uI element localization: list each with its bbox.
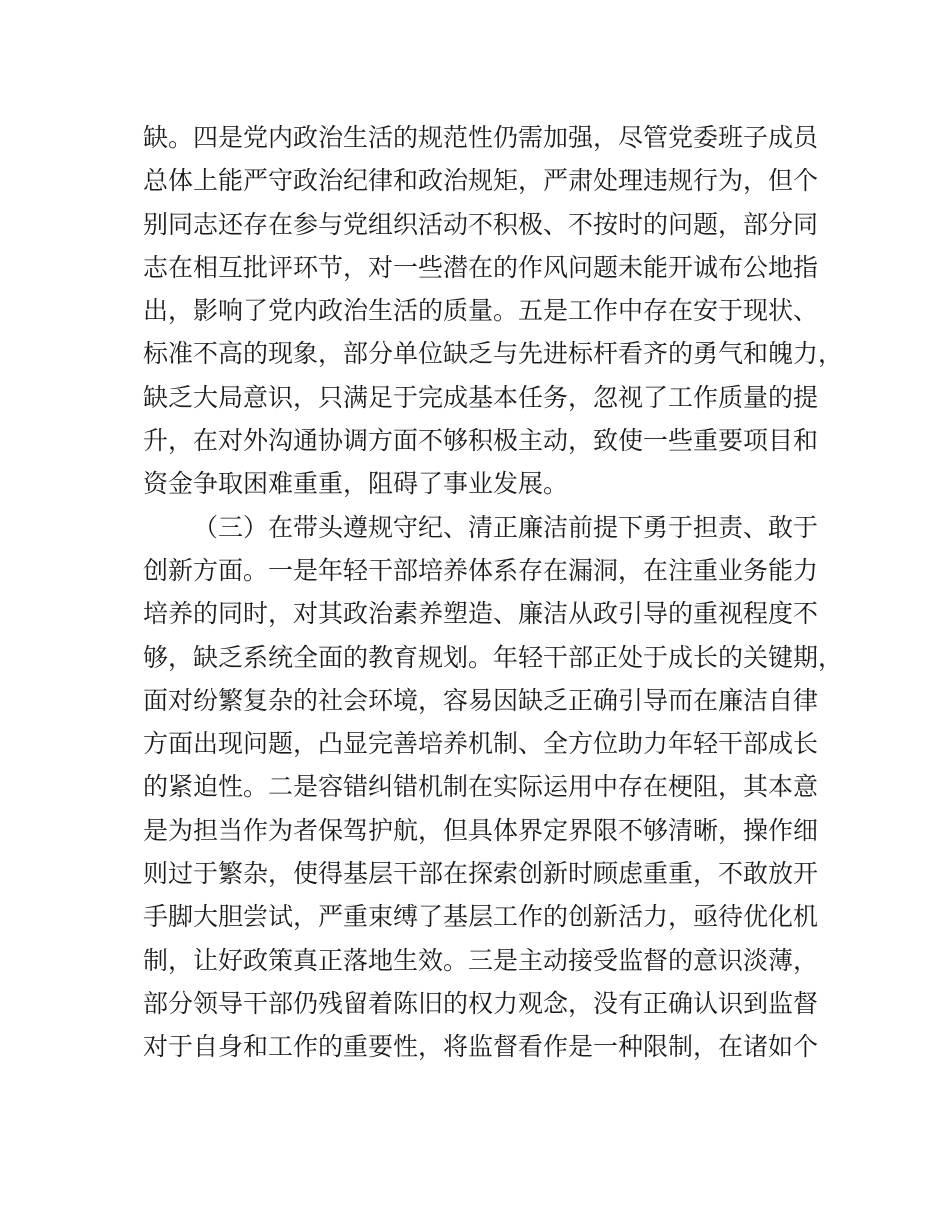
text-line: 制，让好政策真正落地生效。三是主动接受监督的意识淡薄， xyxy=(143,945,819,975)
text-line: 的紧迫性。二是容错纠错机制在实际运用中存在梗阻，其本意 xyxy=(143,772,819,802)
text-line: 志在相互批评环节，对一些潜在的作风问题未能开诚布公地指 xyxy=(143,252,819,282)
text-line: 资金争取困难重重，阻碍了事业发展。 xyxy=(143,469,569,499)
text-line: 手脚大胆尝试，严重束缚了基层工作的创新活力，亟待优化机 xyxy=(143,902,819,932)
text-line: 出，影响了党内政治生活的质量。五是工作中存在安于现状、 xyxy=(143,296,819,326)
text-line: 别同志还存在参与党组织活动不积极、不按时的问题，部分同 xyxy=(143,209,819,239)
text-line: 总体上能严守政治纪律和政治规矩，严肃处理违规行为，但个 xyxy=(143,166,819,196)
text-line: 是为担当作为者保驾护航，但具体界定界限不够清晰，操作细 xyxy=(143,815,819,845)
section-heading-line: （三）在带头遵规守纪、清正廉洁前提下勇于担责、敢于 xyxy=(193,512,819,542)
text-line: 够，缺乏系统全面的教育规划。年轻干部正处于成长的关键期， xyxy=(143,642,844,672)
text-line: 方面出现问题，凸显完善培养机制、全方位助力年轻干部成长 xyxy=(143,729,819,759)
text-line: 面对纷繁复杂的社会环境，容易因缺乏正确引导而在廉洁自律 xyxy=(143,685,819,715)
text-line: 部分领导干部仍残留着陈旧的权力观念，没有正确认识到监督 xyxy=(143,988,819,1018)
document-body xyxy=(143,116,844,1069)
text-line: 标准不高的现象，部分单位缺乏与先进标杆看齐的勇气和魄力， xyxy=(143,339,844,369)
text-line: 培养的同时，对其政治素养塑造、廉洁从政引导的重视程度不 xyxy=(143,599,819,629)
text-line: 对于自身和工作的重要性，将监督看作是一种限制，在诸如个 xyxy=(143,1032,819,1062)
text-line: 缺。四是党内政治生活的规范性仍需加强，尽管党委班子成员 xyxy=(143,123,819,152)
text-line: 创新方面。一是年轻干部培养体系存在漏洞，在注重业务能力 xyxy=(143,555,819,585)
text-line: 缺乏大局意识，只满足于完成基本任务，忽视了工作质量的提 xyxy=(143,382,819,412)
text-line: 则过于繁杂，使得基层干部在探索创新时顾虑重重，不敢放开 xyxy=(143,859,819,889)
text-line: 升，在对外沟通协调方面不够积极主动，致使一些重要项目和 xyxy=(143,426,819,456)
